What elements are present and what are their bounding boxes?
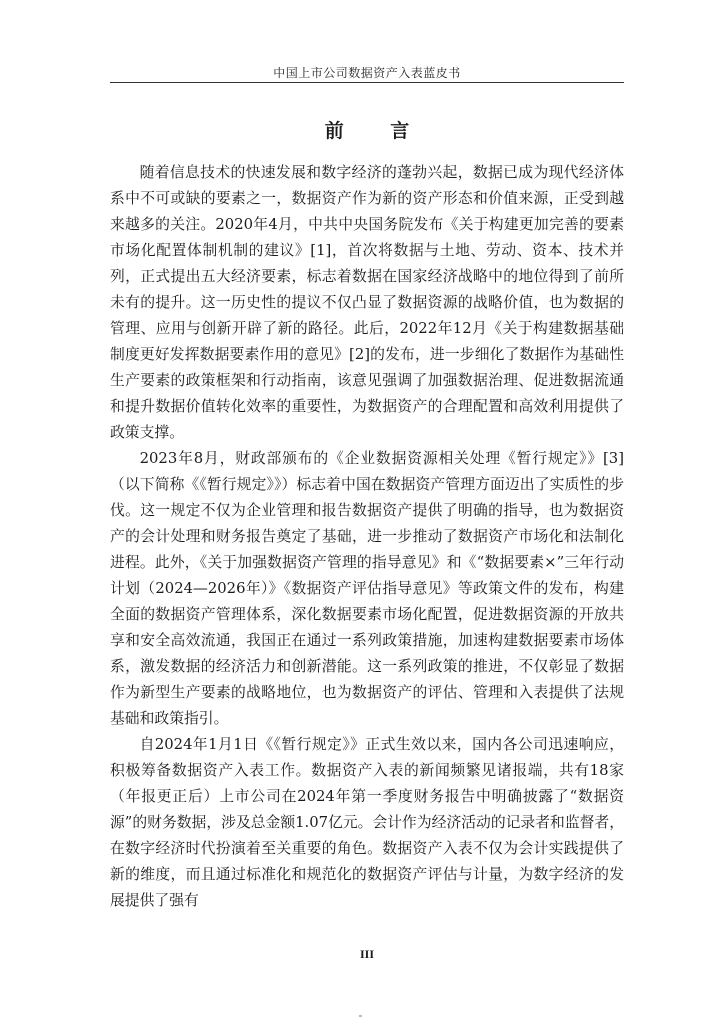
- header-divider: [110, 82, 624, 83]
- scan-mark: [359, 1015, 362, 1017]
- body-text: [110, 160, 624, 914]
- page-number: III: [359, 947, 374, 961]
- running-header: 中国上市公司数据资产入表蓝皮书: [273, 66, 461, 80]
- paragraph: 自2024年1月1日《《暂行规定》》正式生效以来，国内各公司迅速响应，积极筹备数据资产入表工作。数据资产入表的新闻频繁见诸报端，共有18家（年报更正后）上市公司在2024年第一季度财务报告中明确披露了“数据资源”的财务数据，涉及总金额1.07亿元。会计作为经济活动的记录者和监督者，在数字经济时代扮演着至关重要的角色。数据资产入表不仅为会计实践提供了新的维度，而且通过标准化和规范化的数据资产评估与计量，为数字经济的发展提供了强有: [110, 736, 625, 909]
- page-title: 前 言: [324, 120, 430, 142]
- paragraph: 随着信息技术的快速发展和数字经济的蓬勃兴起，数据已成为现代经济体系中不可或缺的要素之一，数据资产作为新的资产形态和价值来源，正受到越来越多的关注。2020年4月，中共中央国务院发布《关于构建更加完善的要素市场化配置体制机制的建议》[1]，首次将数据与土地、劳动、资本、技术并列，正式提出五大经济要素，标志着数据在国家经济战略中的地位得到了前所未有的提升。这一历史性的提议不仅凸显了数据资源的战略价值，也为数据的管理、应用与创新开辟了新的路径。此后，2022年12月《关于构建数据基础制度更好发挥数据要素作用的意见》[2]的发布，进一步细化了数据作为基础性生产要素的政策框架和行动指南，该意见强调了加强数据治理、促进数据流通和提升数据价值转化效率的重要性，为数据资产的合理配置和高效利用提供了政策支撑。: [110, 164, 624, 441]
- paragraph: 2023年8月，财政部颁布的《企业数据资源相关处理《暂行规定》》[3]（以下简称《《暂行规定》》）标志着中国在数据资产管理方面迈出了实质性的步伐。这一规定不仅为企业管理和报告数据资产提供了明确的指导，也为数据资产的会计处理和财务报告奠定了基础，进一步推动了数据资产市场化和法制化进程。此外，《关于加强数据资产管理的指导意见》和《“数据要素×”三年行动计划（2024—2026年）》《数据资产评估指导意见》等政策文件的发布，构建全面的数据资产管理体系，深化数据要素市场化配置，促进数据资源的开放共享和安全高效流通，我国正在通过一系列政策措施，加速构建数据要素市场体系，激发数据的经济活力和创新潜能。这一系列政策的推进，不仅彰显了数据作为新型生产要素的战略地位，也为数据资产的评估、管理和入表提供了法规基础和政策指引。: [110, 450, 624, 727]
